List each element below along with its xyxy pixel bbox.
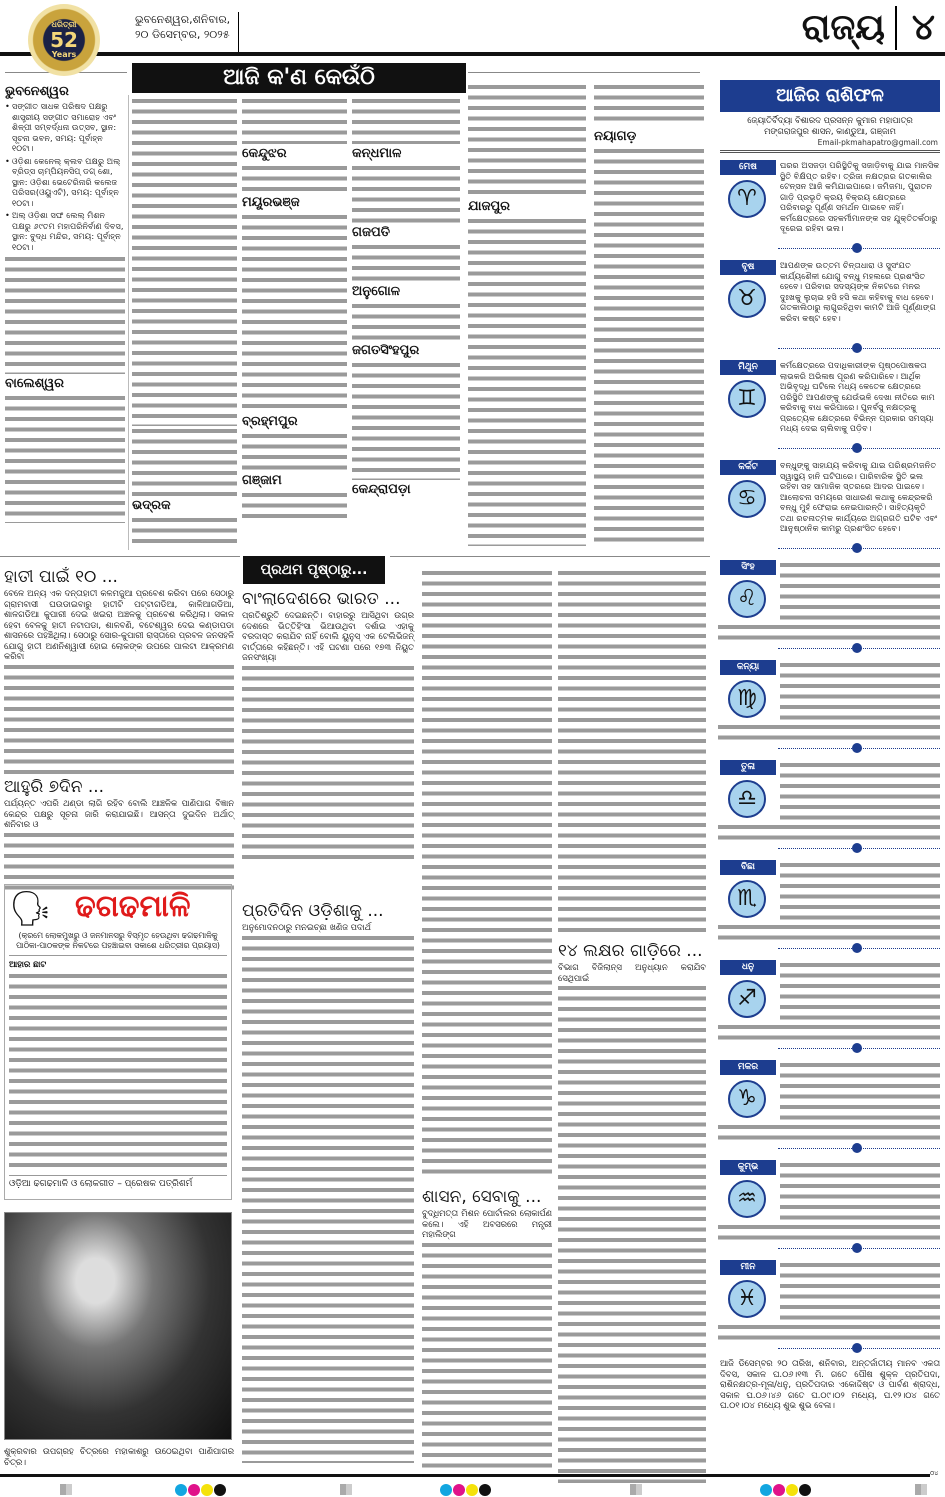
story-headline: ବାଂଲାଦେଶରେ ଭାରତ ... [242, 589, 401, 609]
rashi-badge: କୁମ୍ଭ [720, 1160, 776, 1175]
rashi-7 [718, 758, 940, 858]
rashi-text: ଆପଣଙ୍କ ଉତ୍ତମ ଚିନ୍ତାଧାରା ଓ ସୁସଂଯତ କାର୍ଯ୍ୟଶୈଳୀ ଯୋଗୁ ବନ୍ଧୁ ମହଲରେ ପ୍ରଶଂସିତ ହେବେ। ପରିବାର ସଦସ୍ୟଙ୍କ ନିକଟରେ ମନର ଦୁଃଖକୁ ଲୁଚାଇ ହସି ହସି କଥା କହିବାକୁ ବାଧ ହେବେ। ଗତକାଲିଠାରୁ ଲାଗୁରହିଥିବା କାମଟି ଆଜି ପୂର୍ଣ୍ଣାଙ୍ଗ କରିବା କଷ୍ଟ ହେବ। [780, 260, 936, 323]
logo-text: ଧରିତ୍ରୀ [51, 20, 77, 29]
rashi-badge: ମେଷ [720, 160, 776, 175]
divider-dot-icon [852, 1043, 862, 1053]
events-column-2 [132, 96, 237, 552]
rashi-text: ବନ୍ଧୁଙ୍କୁ ସାହାଯ୍ୟ କରିବାକୁ ଯାଇ ପରିଶ୍ରମଜନିତ ସ୍ୱାସ୍ଥ୍ୟ ହାନି ଘଟିପାରେ। ପାରିବାରିକ ସ୍ଥିତି ଭଲ ରହିବା ସହ ସାମାଜିକ ସ୍ତରରେ ଆଦର ପାଇବେ। ଆଲୋଚନା ସମୟରେ ସାଧାରଣ କଥାକୁ କେନ୍ଦ୍ରକରି ବନ୍ଧୁ ମୁହଁ ଫେରାଇ ନେଇପାରନ୍ତି। ସାହିତ୍ୟକୃତି ତଥା ରଚନାତ୍ମକ କାର୍ଯ୍ୟରେ ଅଗ୍ରଗତି ଘଟିବ ଏବଂ ଆନୁଷ୍ଠାନିକ କାମରୁ ପ୍ରଶଂସିତ ହେବେ। [780, 460, 938, 533]
rashi-text-block [718, 1222, 940, 1242]
divider-dot-icon [852, 443, 862, 453]
rashi-text-block [780, 660, 940, 722]
satellite-weather-image [4, 1212, 232, 1440]
page-number: ୪ [911, 7, 935, 48]
logo-years: 52 [50, 28, 78, 52]
cmyk-dot [188, 1484, 200, 1496]
rashi-text-block [780, 1260, 940, 1322]
rashi-3 [718, 358, 940, 458]
rashi-badge: କନ୍ୟା [720, 660, 776, 675]
events-column-1 [5, 82, 125, 552]
logo-years-label: Years [51, 50, 77, 59]
cmyk-dot [453, 1484, 465, 1496]
section-name: ରାଜ୍ୟ [802, 6, 897, 50]
rashi-text-block [718, 1322, 940, 1342]
story-body: ବେଳେ ଅନ୍ୟ ଏକ ଦନ୍ତାହାତୀ କଳମଜୁଆ ପ୍ରବେଶ କରିବା ପରେ ସେଠାରୁ ଗ୍ରାମବାସୀ ଘଉଡାଇବାରୁ ହାତୀଟି ପଟ୍ଟାଗଡିଆ, କାଳିଆଗଡିଆ, ଶାଳଗଡିଆ କୁପାରୀ ଦେଇ ଖଇରା ଅଞ୍ଚଳକୁ ପ୍ରବେଶ କରିଥିଲା। ସକାଳ ହେବା ବେଳକୁ ହାତୀ ନଟାପଡା, ଶାଳବଣି, ବଟେଶ୍ୱର ଦେଇ କଣ୍ଡାପଡା ଶାସନରେ ପହଞ୍ଚିଥିଲା। ସେଠାରୁ ସୋର-କୁପାରୀ ରାସ୍ତାରେ ପ୍ରବଳ ଜନସହଳି ଯୋଗୁ ହାତୀ ଅଣନିଶ୍ୱାସୀ ହୋଇ ଲୋକଙ୍କ ଉପରେ ପାଲଟା ଆକ୍ରମଣ କରିବା [4, 588, 234, 661]
divider-dot-icon [852, 243, 862, 253]
author-email: Email-pkmahapatro@gmail.com [817, 138, 938, 147]
story-body: ପ୍ରତିଶ୍ରୁତି ଦେଇଛନ୍ତି। ବାହାରରୁ ଆସିଥିବା ଉଗ୍ର ଦେଶରେ ଭିତ୍ତିହିଂସା ଭିଆଉଥିବା ଦର୍ଶାଇ ଏହାକୁ ବରଦାସ୍ତ କରାଯିବ ନାହିଁ ବୋଲି ୟୁନୁସ୍ ଏକ ଟେଲିଭିଜନ୍ ବାର୍ତ୍ତାରେ କହିଛନ୍ତି। ଏହି ଘଟଣା ପରେ ୧୭୩ ନିୟୁତ ଜନସଂଖ୍ୟା [242, 610, 414, 662]
rashi-badge: ଧନୁ [720, 960, 776, 975]
cmyk-dot [479, 1484, 491, 1496]
rashi-badge: କର୍କଟ [720, 460, 776, 475]
cmyk-dot [773, 1484, 785, 1496]
rashi-10 [718, 1058, 940, 1158]
rashi-text-block [780, 760, 940, 822]
city-heading: ଅନୁଗୋଳ [352, 284, 401, 299]
city-heading: ବ୍ରହ୍ମପୁର [242, 414, 298, 429]
divider-dot-icon [852, 1343, 862, 1353]
dhagad-credit: ଓଡ଼ିଆ ଢଗଢମାଳି ଓ ଲୋକଗୀତ – ପ୍ରେଷକ ପତ୍ରିଶର୍ମ [9, 1179, 193, 1189]
city-heading: କେନ୍ଦୁଝର [242, 146, 287, 161]
dhagad-heading: ଆହାର ଛାଟ [9, 959, 47, 969]
rashi-badge: ମକର [720, 1060, 776, 1075]
divider-dot-icon [852, 1143, 862, 1153]
continued-text-column [558, 568, 706, 934]
cmyk-dot [440, 1484, 452, 1496]
city-heading: ଭଦ୍ରକ [132, 498, 171, 513]
zodiac-icon: ♑ [728, 1080, 766, 1118]
story-pratidin [242, 900, 414, 1463]
rashi-text-block [780, 1060, 940, 1122]
event-item: • ଅଲ୍ ଓଡ଼ିଶା ସଙ୍ଘ ଲେଲ୍ ମିଶନ ପକ୍ଷରୁ ୬୯ତମ ମହାପରିନିର୍ବାଣ ଦିବସ, ସ୍ଥାନ: ବୁଦ୍ଧ ମନ୍ଦିର, ସମୟ: ପୂର୍ବାହ୍ନ ୧୦ଟା। [5, 210, 125, 252]
story-body: ଅନୁମୋଦନଠାରୁ ମନଇଚ୍ଛା ଖଣିଜ ପଦାର୍ଥ [242, 922, 371, 932]
dateline-place-day: ଭୁବନେଶ୍ୱର,ଶନିବାର, [135, 13, 231, 26]
cartoon-faces-icon: 🗣 [9, 889, 53, 929]
events-column-3 [242, 96, 347, 552]
rashi-4 [718, 458, 940, 558]
rashifal-banner: ଆଜିର ରାଶିଫଳ [720, 80, 940, 112]
rashi-text-block [718, 1022, 940, 1042]
story-body: ବିଭାଗ ବିଜିଲାନ୍ସ ଅନୁଧ୍ୟାନ କରାଯିବ ସେଥିପାଇଁ [558, 962, 706, 983]
masthead-rule [0, 52, 945, 56]
rashi-badge: ବିଛା [720, 860, 776, 875]
rashi-text-block [780, 1160, 940, 1222]
divider-dot-icon [852, 543, 862, 553]
cmyk-dot [201, 1484, 213, 1496]
zodiac-icon: ♍ [728, 680, 766, 718]
story-body: ପର୍ଯ୍ୟନ୍ତ ଏପରି ଥଣ୍ଡା ଲାଗି ରହିବ ବୋଲି ଆଞ୍ଚଳିକ ପାଣିପାଗ ବିଜ୍ଞାନ କେନ୍ଦ୍ର ପକ୍ଷରୁ ସୂଚନା ଜାରି କରାଯାଇଛି। ଆସନ୍ତା ଦୁଇଦିନ ଅର୍ଥାତ୍ ଶନିବାର ଓ [4, 798, 234, 829]
rashi-5 [718, 558, 940, 658]
zodiac-icon: ♎ [728, 780, 766, 818]
cmyk-dot [175, 1484, 187, 1496]
zodiac-icon: ♋ [728, 480, 766, 518]
weather-caption: ଶୁକ୍ରବାର ଉପଗ୍ରହ ଚିତ୍ରରେ ମହାକାଶରୁ ଉଠେଇଥିବା ପାଣିପାଗର ଚିତ୍ର। [4, 1446, 234, 1467]
rashi-11 [718, 1158, 940, 1258]
divider-dot-icon [852, 943, 862, 953]
rashi-9 [718, 958, 940, 1058]
registration-marks [0, 1482, 945, 1497]
divider-dot-icon [852, 843, 862, 853]
rashi-text-block [780, 860, 940, 922]
story-body: ବୁଦ୍ଧିମତ୍ତା ମିଶନ ପୋର୍ଟାଲର ଲୋକାର୍ପଣ କଲେ। ଏହି ଅବସରରେ ମନ୍ତ୍ରୀ ମହାଲିଙ୍ଗ [422, 1208, 552, 1239]
events-column-6 [594, 82, 704, 552]
rashi-text-block [718, 622, 940, 642]
registration-square [915, 1484, 927, 1495]
story-headline: ଆହୁରି ୭ଦିନ ... [4, 777, 105, 797]
story-hati [4, 566, 234, 780]
registration-square [340, 1484, 352, 1495]
zodiac-icon: ♈ [728, 180, 766, 218]
dhagad-subtitle: (କ୍ରମେ ଲୋକମୁଖରୁ ଓ ଜନମାନସରୁ ବିସ୍ମୃତ ହେଉଥିବା ଢଗଢମାଳିକୁ ପାଠିକା-ପାଠକଙ୍କ ନିକଟରେ ପହଞ୍ଚାଇବା ସକାଶେ ଧରିତ୍ରୀର ପ୍ରୟାସ) [16, 931, 220, 950]
rashi-12 [718, 1258, 940, 1358]
footer-rule [0, 1474, 930, 1477]
divider-dot-icon [852, 1243, 862, 1253]
newspaper-logo [28, 4, 100, 76]
dateline-date: ୨୦ ଡିସେମ୍ବର, ୨୦୨୫ [135, 28, 230, 41]
city-heading: ନୟାଗଡ଼ [594, 129, 637, 144]
cmyk-dot [799, 1484, 811, 1496]
cmyk-dot [760, 1484, 772, 1496]
cmyk-dot [466, 1484, 478, 1496]
story-headline: ୧୪ ଲକ୍ଷର ଗାଡ଼ିରେ ... [558, 941, 703, 961]
rashi-6 [718, 658, 940, 758]
continued-text-column [422, 568, 552, 1178]
divider-dot-icon [852, 743, 862, 753]
rashi-badge: ସିଂହ [720, 560, 776, 575]
city-heading: ଗଞ୍ଜାମ [242, 473, 282, 488]
event-item: • ସଙ୍ଗୀତ ସାଧକ ପରିଷଦ ପକ୍ଷରୁ ଶାସ୍ତ୍ରୀୟ ସଙ୍ଗୀତ ସମାରୋହ ଏବଂ ଶିଳ୍ପୀ ସମ୍ବର୍ଦ୍ଧନା ଉତ୍ସବ, ସ୍ଥାନ: ସୂଚନା ଭବନ, ସମୟ: ପୂର୍ବାହ୍ନ ୧୦ଟା। [5, 101, 125, 154]
event-item: • ଓଡ଼ିଶା କେନେଲ୍ କ୍ଲବ ପକ୍ଷରୁ ଅଲ୍ ବ୍ରିଡ୍ସ ଚାମ୍ପିୟନସିପ୍ ଡଗ୍ ଶୋ, ସ୍ଥାନ: ଓଡ଼ିଶା ଭେଟେରିନାରି କଲେଜ ପରିସର(ଓୟୁଏଟି), ସମୟ: ପୂର୍ବାହ୍ନ ୧୦ଟା। [5, 156, 125, 209]
cmyk-dot [786, 1484, 798, 1496]
rashifal-author [720, 115, 940, 137]
city-heading: ବାଲେଶ୍ୱର [5, 376, 64, 391]
rashi-badge: ବୃଷ [720, 260, 776, 275]
rashi-badge: ତୁଳା [720, 760, 776, 775]
events-column-5 [468, 82, 586, 552]
story-ahuri [4, 776, 234, 890]
city-heading: କନ୍ଧମାଳ [352, 146, 402, 161]
author-name: ଜ୍ୟୋତିର୍ବିଦ୍ୟା ବିଶାରଦ ପ୍ରସନ୍ନ କୁମାର ମହାପାତ୍ର [747, 115, 913, 125]
dhagad-title: ଢଗଢମାଳି [75, 889, 191, 924]
divider-dot-icon [852, 343, 862, 353]
dateline [135, 12, 239, 52]
city-heading: କେନ୍ଦ୍ରାପଡ଼ା [352, 482, 411, 497]
story-headline: ହାତୀ ପାଇଁ ୧୦ ... [4, 567, 118, 587]
rashi-text: ଘରର ଅସଜଡ଼ା ପରିସ୍ଥିତିକୁ ସଜାଡ଼ିବାକୁ ଯାଇ ମାନସିକ ସ୍ଥିତି ବିକ୍ଷିପ୍ତ ରହିବ। ତ୍ରିଜା ନକ୍ଷତ୍ରର ଗତକାଲିର ଟେନ୍‌ସନ ଆଜି କମିଯାଇପାରେ। ଜମିଜମା, ପୁରାତନ ଗାଡ଼ି ପ୍ରଭୃତି କ୍ରୟ ବିକ୍ରୟ କ୍ଷେତ୍ରରେ ପରିବାରରୁ ପୂର୍ଣ୍ଣ ସମର୍ଥନ ପାଇବେ ନାହିଁ। କର୍ମକ୍ଷେତ୍ରରେ ସହକର୍ମୀମାନଙ୍କ ସହ ଯୁକ୍ତିତର୍କଠାରୁ ଦୂରେଇ ରହିବା ଭଲ। [780, 160, 940, 233]
city-heading: ଗଜପତି [352, 225, 390, 240]
rashi-text-block [718, 1122, 940, 1142]
author-address: ମଙ୍ଗରାଜପୁର ଶାସନ, କାଣ୍ଡୁଆ, ଗଞ୍ଜାମ [764, 126, 896, 136]
divider-dot-icon [852, 643, 862, 653]
rashi-badge: ମୀନ [720, 1260, 776, 1275]
rashi-text-block [780, 560, 940, 622]
city-heading: ଜଗତସିଂହପୁର [352, 343, 420, 358]
story-shasan [422, 1186, 552, 1470]
zodiac-icon: ♊ [728, 380, 766, 418]
rashi-text: କର୍ମକ୍ଷେତ୍ରରେ ପଦାଧିକାରୀଙ୍କ ପୃଷ୍ଠପୋଷକତା ଲାଭକରି ଅଭିଳାଷ ପୂରଣ କରିପାରିବେ। ଆର୍ଥିକ ଅଭିବୃଦ୍ଧି ଘଟିଲେ ମଧ୍ୟ କେତେକ କ୍ଷେତ୍ରରେ ପରିସ୍ଥିତି ଆପଣଙ୍କୁ ଯେଉଁଭଳି ଦେଖା ନୀତିରେ କାମ କରିବାକୁ ବାଧ କରିପାରେ। ପୁନର୍ବସୁ ନକ୍ଷତ୍ରକୁ ପ୍ରତ୍ୟେକ କ୍ଷେତ୍ରରେ ବିଭିନ୍ନ ପ୍ରକାର ସମସ୍ୟା ମଧ୍ୟ ଦେଇ ଚାଲିବାକୁ ପଡ଼ିବ। [780, 360, 935, 433]
rashi-text-block [718, 922, 940, 942]
story-headline: ଶାସନ, ସେବାକୁ ... [422, 1187, 542, 1207]
city-heading: ଭୁବନେଶ୍ୱର [5, 84, 69, 99]
zodiac-icon: ♉ [728, 280, 766, 318]
city-heading: ମୟୂରଭଞ୍ଜ [242, 195, 300, 210]
folio: ୦୪ [930, 1470, 939, 1477]
rashi-1 [718, 158, 940, 258]
story-headline: ପ୍ରତିଦିନ ଓଡ଼ିଶାକୁ ... [242, 901, 384, 921]
story-gadi [558, 940, 706, 1483]
dhagad-box [4, 884, 232, 1200]
events-column-4 [352, 96, 460, 552]
zodiac-icon: ♏ [728, 880, 766, 918]
rashi-text-block [718, 822, 940, 842]
panjika-text: ଆଜି ଡିସେମ୍ବର ୨୦ ତାରିଖ, ଶନିବାର, ଅନ୍ତର୍ଜାତୀୟ ମାନବ ଏକତା ଦିବସ, ସକାଳ ଘ.୦୬।୧୩ ମି. ଗତେ ପୌଷ ଶୁକ୍ଳ ପ୍ରତିପଦା, ରାଶିନକ୍ଷତ୍ର-ମୂଳା/ଧନୁ, ପ୍ରତିପଦାର ଏକୋଦ୍ଦିଷ୍ଟ ଓ ପାର୍ବଣ ଶ୍ରାଦ୍ଧ, ସକାଳ ଘ.୦୬।୪୬ ଗତେ ଘ.୦୯।୦୨ ମଧ୍ୟେ, ଘ.୧୨।୦୪ ଗତେ ଘ.୦୧।୦୪ ମଧ୍ୟେ ଶୁଭ ଶୁଭ ବେଳା। [720, 1358, 940, 1410]
zodiac-icon: ♓ [728, 1280, 766, 1318]
zodiac-icon: ♒ [728, 1180, 766, 1218]
rashi-text-block [780, 960, 940, 1022]
registration-square [630, 1484, 642, 1495]
events-banner: ଆଜି କ'ଣ କେଉଁଠି [132, 63, 466, 93]
rashi-badge: ମିଥୁନ [720, 360, 776, 375]
front-page-banner: ପ୍ରଥମ ପୃଷ୍ଠାରୁ... [243, 556, 385, 584]
rashi-8 [718, 858, 940, 958]
city-heading: ଯାଜପୁର [468, 199, 511, 214]
zodiac-icon: ♌ [728, 580, 766, 618]
rashi-2 [718, 258, 940, 358]
zodiac-icon: ♐ [728, 980, 766, 1018]
cmyk-dot [214, 1484, 226, 1496]
rashi-text-block [718, 722, 940, 742]
registration-square [60, 1484, 72, 1495]
story-bangladesh [242, 588, 414, 863]
